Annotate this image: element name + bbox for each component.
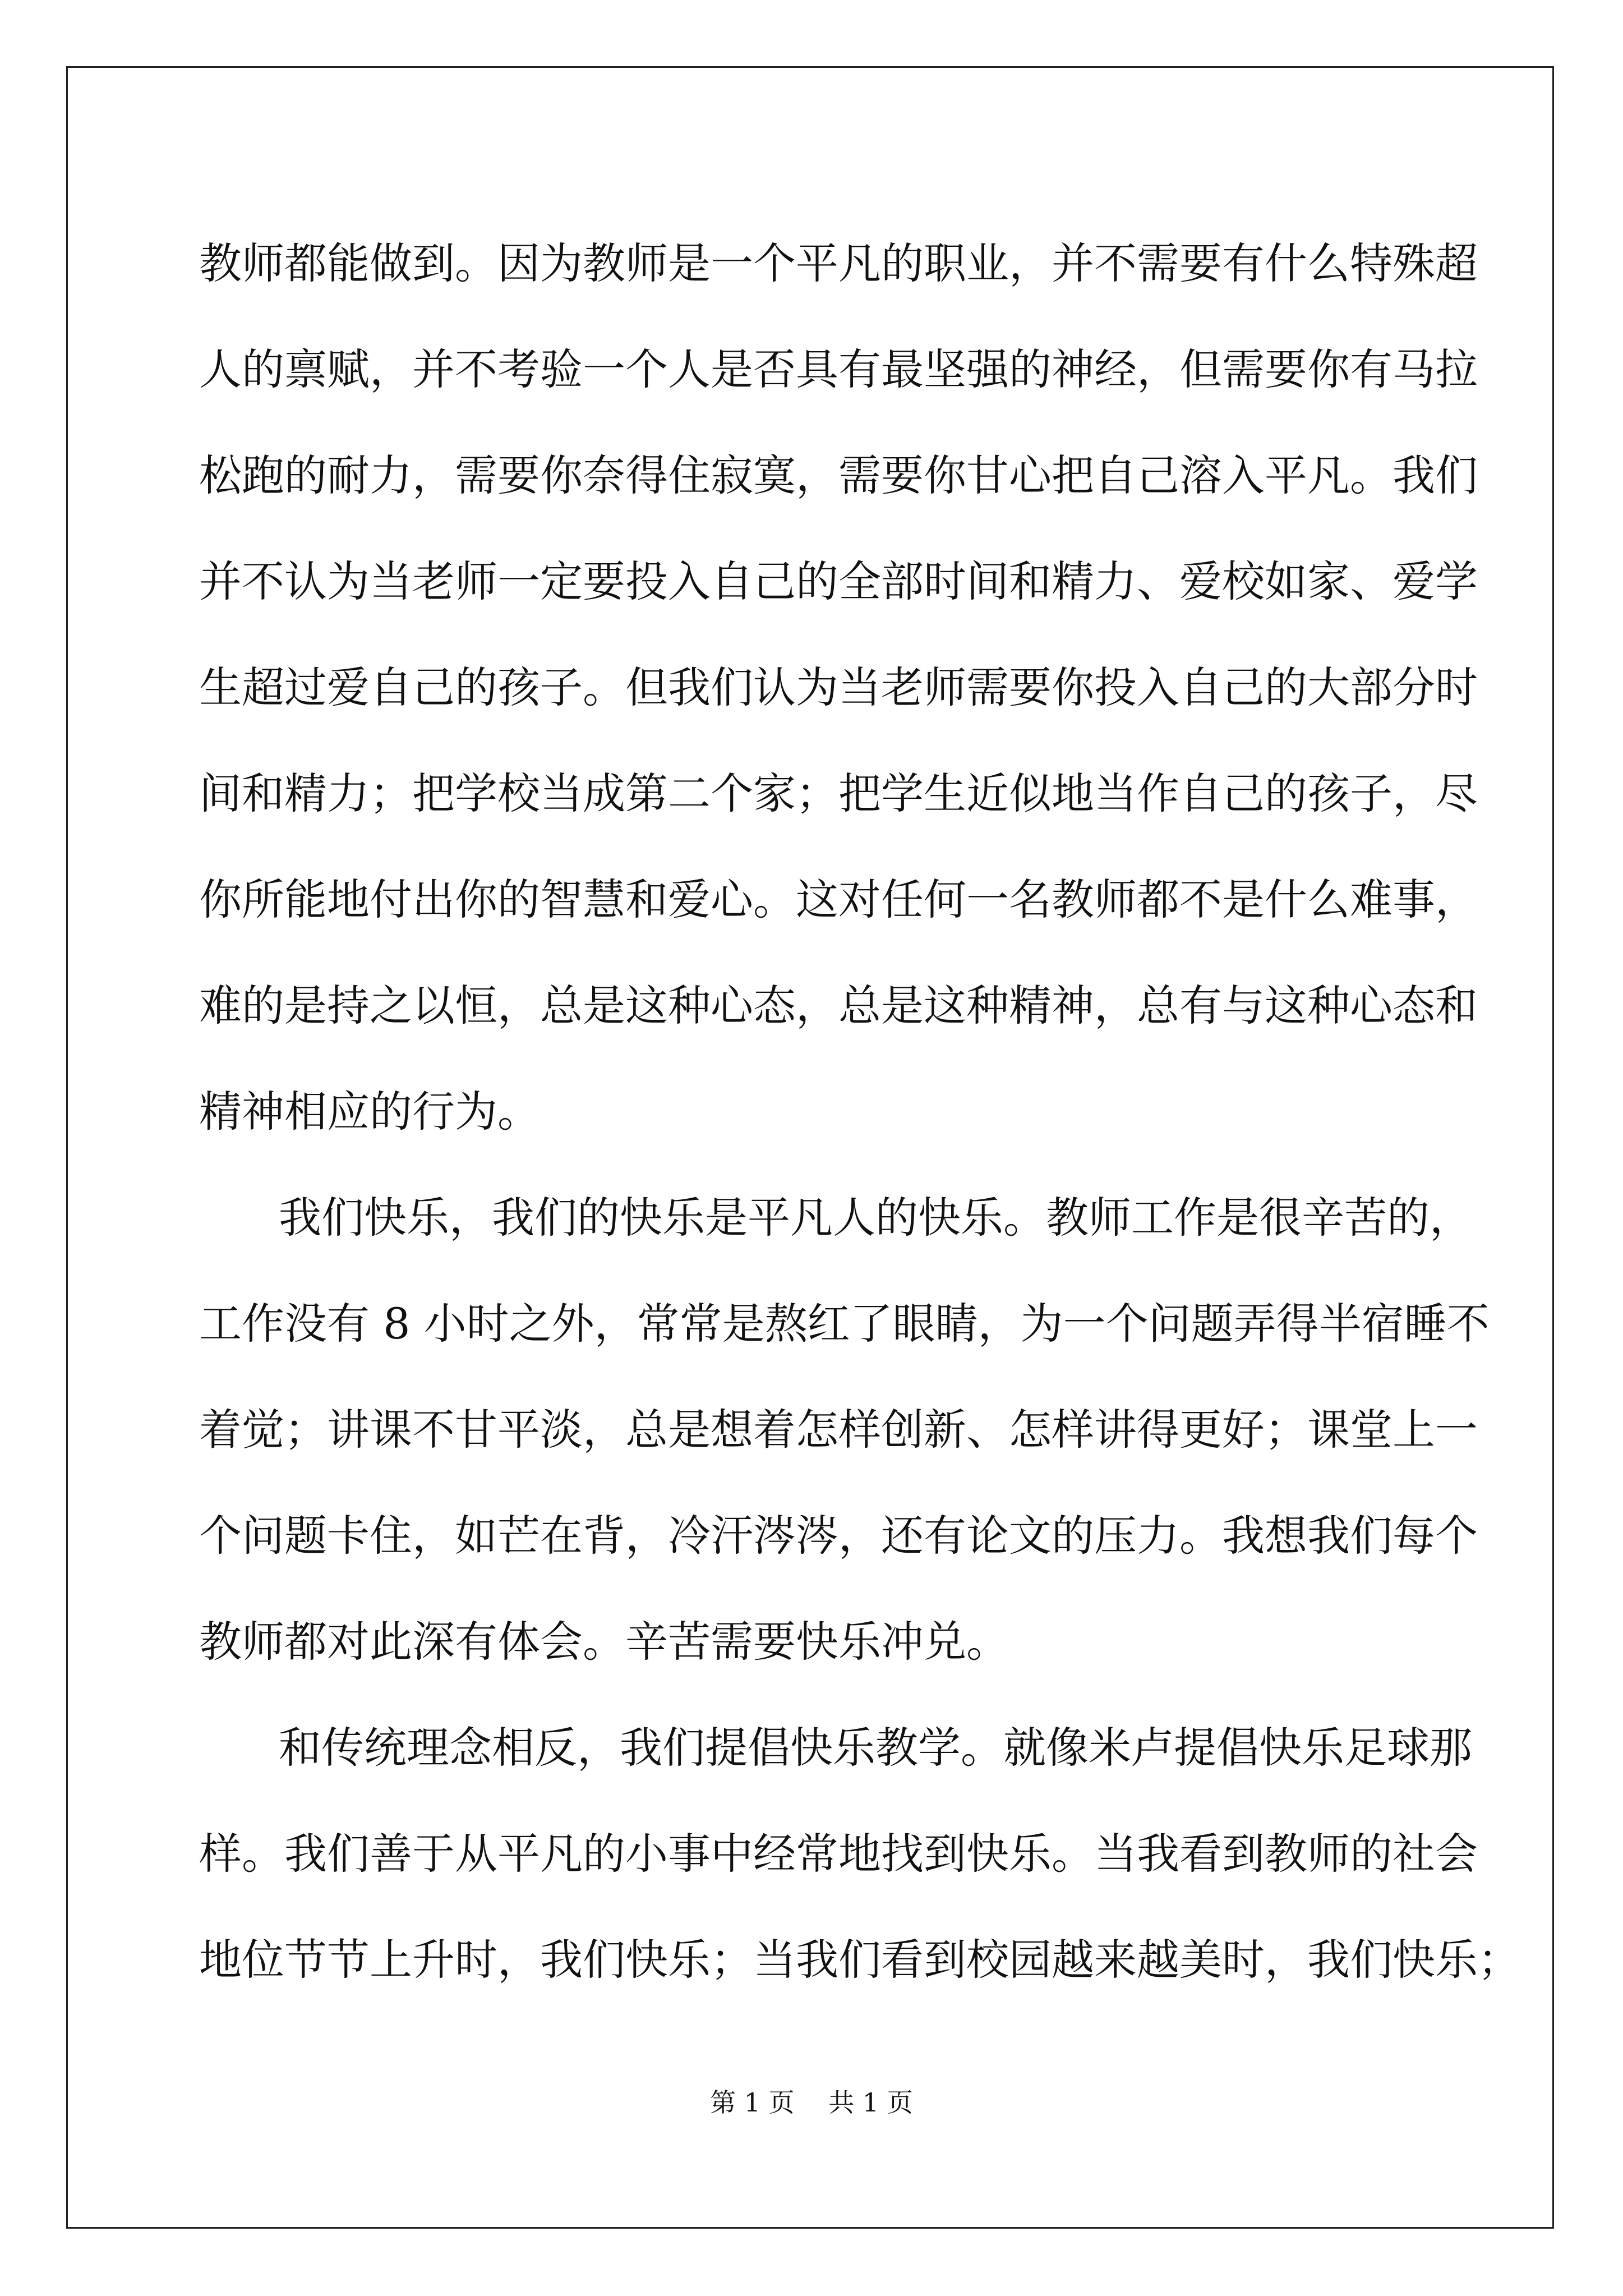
text-line: 你所能地付出你的智慧和爱心。这对任何一名教师都不是什么难事， [199, 875, 1478, 924]
text-line: 样。我们善于从平凡的小事中经常地找到快乐。当我看到教师的社会 [199, 1829, 1478, 1879]
text-line: 我们快乐，我们的快乐是平凡人的快乐。教师工作是很辛苦的， [279, 1193, 1472, 1243]
text-line: 着觉；讲课不甘平淡，总是想着怎样创新、怎样讲得更好；课堂上一 [199, 1405, 1478, 1455]
text-line: 工作没有 8 小时之外，常常是熬红了眼睛，为一个问题弄得半宿睡不 [199, 1299, 1490, 1349]
text-line: 生超过爱自己的孩子。但我们认为当老师需要你投入自己的大部分时 [199, 662, 1478, 712]
text-line: 人的禀赋，并不考验一个人是否具有最坚强的神经，但需要你有马拉 [199, 344, 1478, 394]
page-number-footer: 第 1 页 共 1 页 [710, 2087, 913, 2118]
text-line: 个问题卡住，如芒在背，冷汗涔涔，还有论文的压力。我想我们每个 [199, 1511, 1478, 1561]
document-body [199, 210, 1520, 2013]
text-line: 并不认为当老师一定要投入自己的全部时间和精力、爱校如家、爱学 [199, 556, 1478, 606]
text-line: 难的是持之以恒，总是这种心态，总是这种精神，总有与这种心态和 [199, 981, 1478, 1030]
text-line: 间和精力；把学校当成第二个家；把学生近似地当作自己的孩子，尽 [199, 769, 1478, 818]
text-line: 松跑的耐力，需要你奈得住寂寞，需要你甘心把自己溶入平凡。我们 [199, 450, 1478, 500]
text-line: 精神相应的行为。 [199, 1087, 540, 1137]
text-line: 教师都对此深有体会。辛苦需要快乐冲兑。 [199, 1617, 1009, 1667]
text-line: 地位节节上升时，我们快乐；当我们看到校园越来越美时，我们快乐； [199, 1935, 1520, 1985]
text-line: 教师都能做到。因为教师是一个平凡的职业，并不需要有什么特殊超 [199, 238, 1478, 288]
text-line: 和传统理念相反，我们提倡快乐教学。就像米卢提倡快乐足球那 [279, 1723, 1472, 1773]
